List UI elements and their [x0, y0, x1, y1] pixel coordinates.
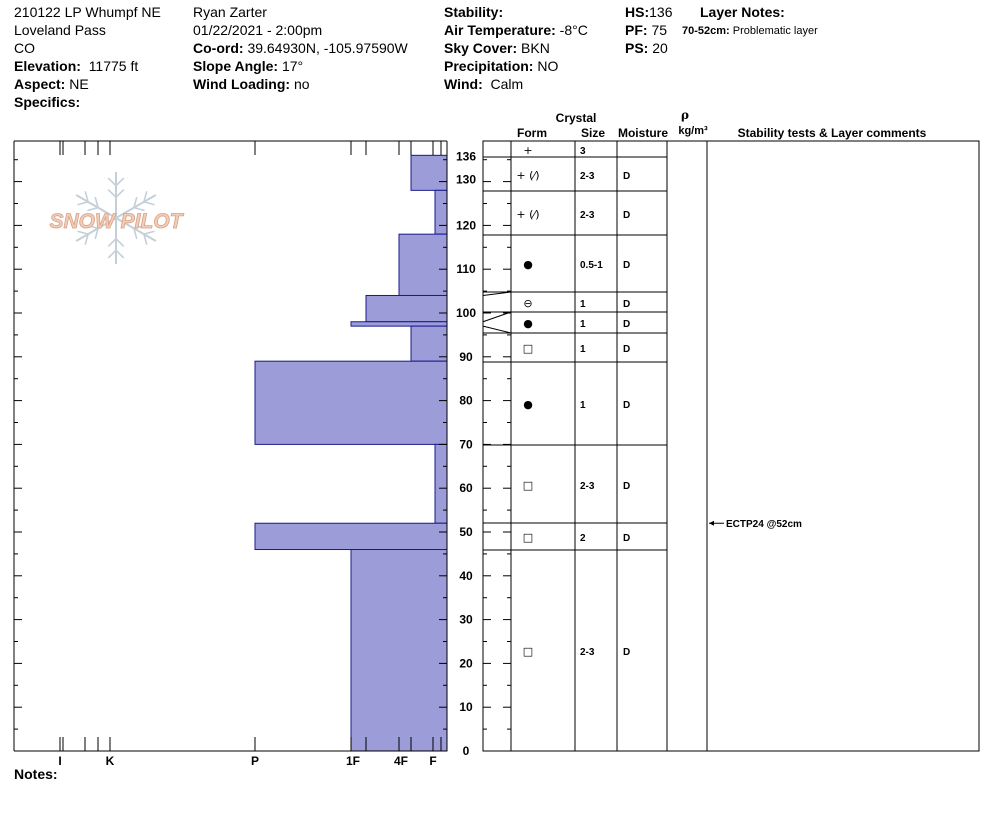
profile-title: 210122 LP Whumpf NE: [14, 4, 161, 20]
height-label: 50: [459, 525, 473, 539]
layer-size: 2-3: [580, 481, 595, 492]
layer-form: +: [523, 144, 533, 157]
observer: Ryan Zarter: [193, 4, 267, 20]
specifics: Specifics:: [14, 94, 81, 110]
layer-size: 1: [580, 344, 586, 355]
col-header-density-unit: kg/m³: [678, 125, 708, 137]
snowflake-branch: [108, 250, 116, 258]
hardness-bars: [255, 155, 447, 751]
hardness-bar: [435, 444, 447, 523]
hardness-label: I: [58, 754, 62, 768]
hardness-bar: [435, 190, 447, 234]
snowflake-branch: [108, 190, 116, 198]
snowflake-branch: [77, 202, 88, 205]
layer-size: 2: [580, 533, 586, 544]
snowflake-branch: [116, 190, 124, 198]
hs: HS:136: [625, 4, 673, 20]
pf: PF: 75: [625, 22, 668, 38]
hardness-bar: [366, 295, 447, 321]
layer-form: + (⁄): [516, 208, 540, 221]
location: Loveland Pass: [14, 22, 106, 38]
col-header-crystal: Crystal: [555, 111, 597, 125]
layer-connector: [483, 292, 511, 295]
snowflake-branch: [116, 239, 124, 247]
layer-table-frame: [483, 141, 979, 751]
stability-test-arrowhead: [709, 521, 714, 526]
state: CO: [14, 40, 35, 56]
wind-loading: Wind Loading: no: [193, 76, 310, 92]
layer-form: ⊖: [523, 297, 533, 310]
layer-moisture: D: [623, 299, 631, 310]
height-label: 130: [455, 172, 477, 187]
layer-form: □: [522, 479, 534, 492]
hardness-bar: [351, 550, 447, 751]
table-column-lines: [511, 141, 707, 751]
height-label: 20: [459, 656, 473, 671]
hardness-bar: [351, 322, 447, 326]
sky-cover: Sky Cover: BKN: [444, 40, 550, 56]
height-label: 40: [459, 568, 473, 583]
layer-moisture: D: [623, 533, 631, 544]
height-label: 70: [459, 437, 473, 452]
snowflake-branch: [108, 178, 116, 186]
layer-size: 2-3: [580, 210, 595, 221]
height-label: 80: [459, 393, 473, 408]
layer-size: 2-3: [580, 171, 595, 182]
layer-moisture: D: [623, 171, 631, 182]
height-label: 110: [456, 262, 476, 277]
layer-size: 0.5-1: [580, 260, 603, 271]
col-header-size: Size: [580, 126, 606, 140]
col-header-stability: Stability tests & Layer comments: [737, 126, 927, 140]
col-header-form: Form: [517, 126, 547, 140]
layer-form: ●: [523, 317, 533, 330]
snowflake-branch: [116, 178, 124, 186]
snowflake-branch: [116, 250, 124, 258]
layer-moisture: D: [623, 647, 631, 658]
logo-text: SNOW PILOT: [49, 210, 183, 233]
hardness-label: 1F: [345, 754, 361, 768]
slope-angle: Slope Angle: 17°: [193, 58, 304, 74]
datetime: 01/22/2021 - 2:00pm: [193, 22, 323, 38]
layer-moisture: D: [623, 260, 631, 271]
col-header-rho: ρ: [681, 108, 689, 122]
height-label: 30: [459, 612, 473, 627]
layer-form: □: [522, 342, 534, 355]
layer-form: ●: [523, 398, 533, 411]
height-label: 0: [462, 744, 470, 758]
layer-form: + (⁄): [516, 169, 540, 182]
layer-connector: [483, 326, 511, 333]
height-label: 90: [459, 349, 473, 364]
hardness-label: K: [105, 754, 115, 768]
layer-size: 3: [580, 146, 586, 157]
layer-form: □: [522, 531, 534, 544]
height-label: 60: [459, 481, 473, 496]
layer-moisture: D: [623, 481, 631, 492]
layer-moisture: D: [623, 344, 631, 355]
elevation: Elevation: 11775 ft: [14, 58, 139, 74]
layer-size: 2-3: [580, 647, 595, 658]
hardness-bar: [255, 523, 447, 549]
height-label: 100: [455, 306, 477, 320]
layer-size: 1: [580, 400, 586, 411]
layer-form: □: [522, 645, 534, 658]
hardness-label: 4F: [393, 754, 409, 768]
notes-label: Notes:: [14, 766, 58, 782]
hardness-label: F: [429, 754, 437, 768]
height-label: 120: [455, 218, 477, 233]
layer-form: ●: [523, 258, 533, 271]
layer-size: 1: [580, 299, 586, 310]
stability-tests: [709, 519, 802, 530]
snowflake-branch: [108, 239, 116, 247]
aspect: Aspect: NE: [14, 76, 89, 92]
snowflake-branch: [144, 202, 155, 205]
hardness-bar: [399, 234, 447, 295]
hardness-bar: [255, 361, 447, 444]
layer-moisture: D: [623, 210, 631, 221]
wind: Wind: Calm: [444, 76, 524, 92]
layer-moisture: D: [623, 319, 631, 330]
stability: Stability:: [444, 4, 504, 20]
layer-notes-entry: 70-52cm: Problematic layer: [682, 25, 818, 37]
coordinates: Co-ord: 39.64930N, -105.97590W: [193, 40, 408, 56]
precipitation: Precipitation: NO: [444, 58, 559, 74]
layer-moisture: D: [623, 400, 631, 411]
col-header-moisture: Moisture: [617, 126, 669, 140]
height-label: 10: [459, 700, 473, 715]
ps: PS: 20: [625, 40, 668, 56]
hardness-label: P: [250, 754, 260, 768]
layer-notes-label: Layer Notes:: [700, 4, 785, 20]
layer-size: 1: [580, 319, 586, 330]
air-temperature: Air Temperature: -8°C: [444, 22, 588, 38]
hardness-bar: [411, 155, 447, 190]
hardness-bar: [411, 326, 447, 361]
height-label: 136: [455, 149, 477, 164]
stability-test-label: ECTP24 @52cm: [726, 519, 802, 531]
